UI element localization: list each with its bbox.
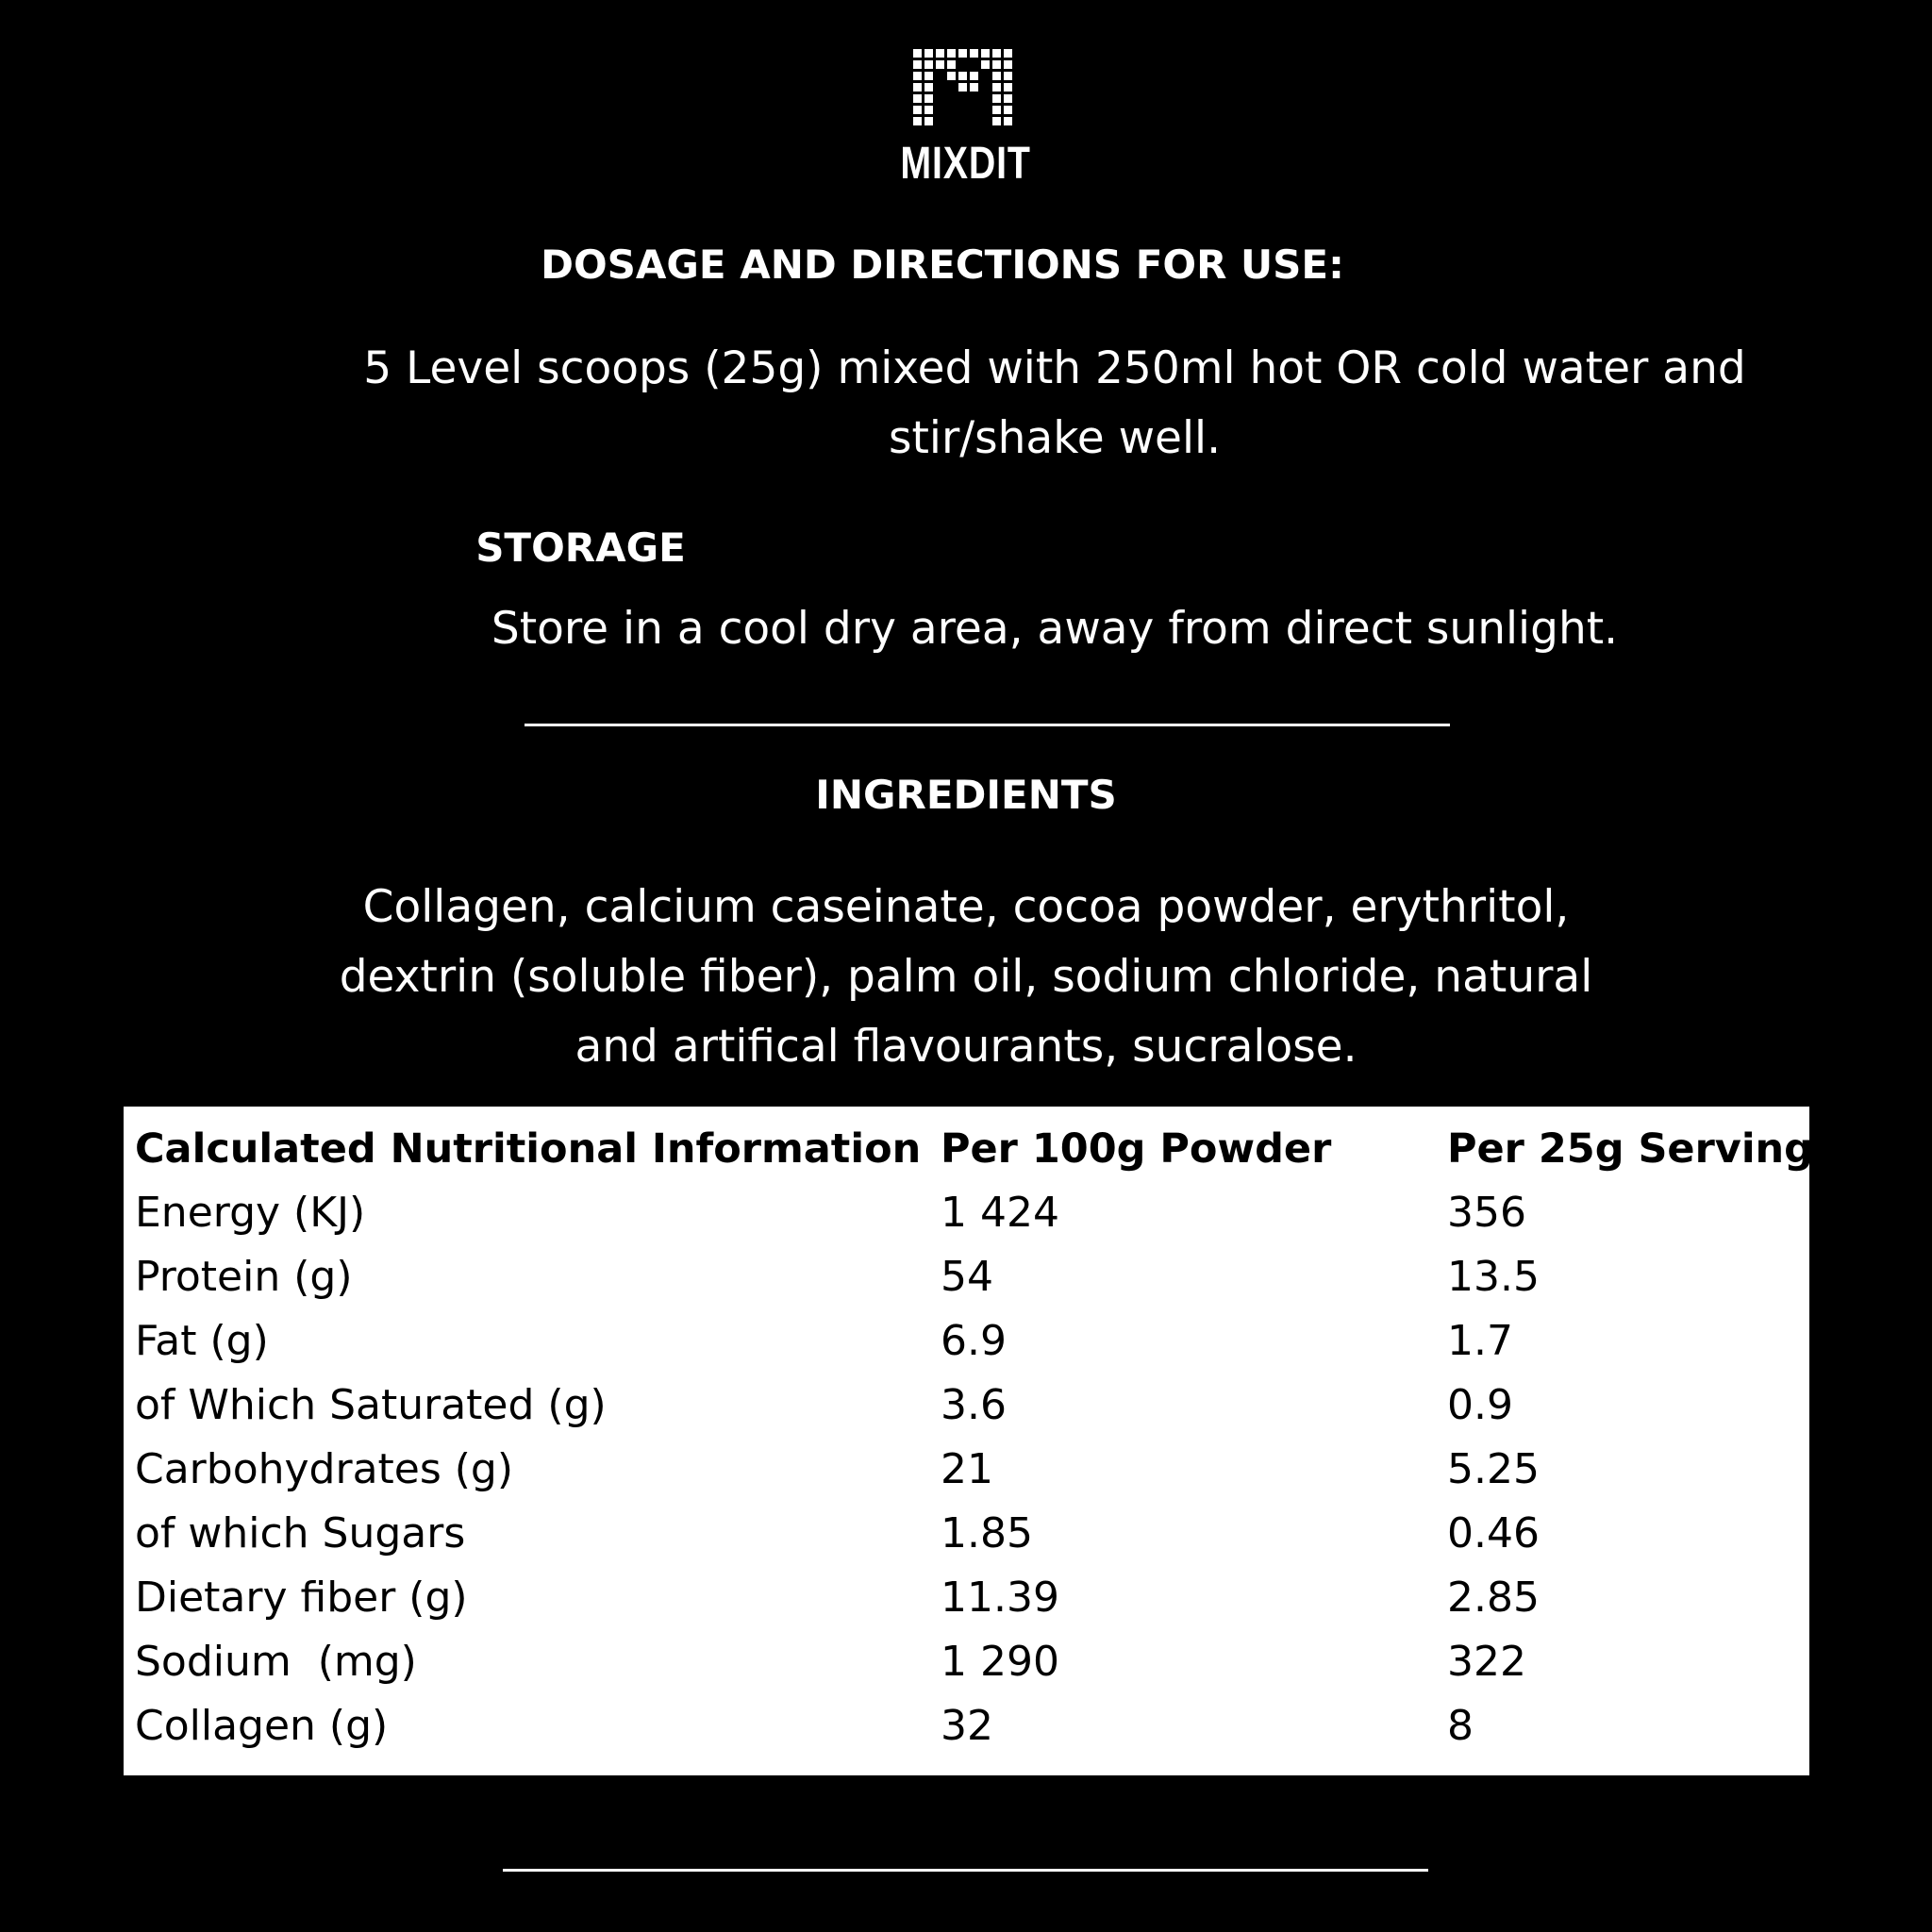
per-100g-value: 1 424 (941, 1189, 1059, 1237)
per-serving-value: 2.85 (1447, 1574, 1540, 1622)
per-100g-value: 6.9 (941, 1317, 1007, 1365)
nutrient-name: Fat (g) (135, 1317, 269, 1365)
per-100g-value: 11.39 (941, 1574, 1059, 1622)
nutrient-name: Energy (KJ) (135, 1189, 366, 1237)
per-100g-value: 32 (941, 1702, 993, 1750)
per-serving-value: 1.7 (1447, 1317, 1513, 1365)
per-100g-value: 1.85 (941, 1509, 1033, 1557)
dosage-heading: DOSAGE AND DIRECTIONS FOR USE: (541, 242, 1344, 288)
dosage-line-1: 5 Level scoops (25g) mixed with 250ml hot OR cold water and (363, 342, 1746, 394)
table-row (124, 1245, 1809, 1309)
table-row (124, 1181, 1809, 1245)
nutrient-name: Protein (g) (135, 1253, 353, 1301)
divider-top (525, 724, 1450, 726)
ingredients-line-3: and artifical flavourants, sucralose. (575, 1021, 1357, 1073)
table-row (124, 1309, 1809, 1374)
storage-heading: STORAGE (475, 525, 686, 571)
nutrient-name: Carbohydrates (g) (135, 1445, 514, 1493)
per-serving-value: 8 (1447, 1702, 1474, 1750)
per-serving-value: 5.25 (1447, 1445, 1540, 1493)
table-row (124, 1694, 1809, 1758)
table-row (124, 1502, 1809, 1566)
brand-wordmark: MIXDIT (900, 139, 1031, 189)
per-100g-value: 3.6 (941, 1381, 1007, 1429)
nutrition-header-row (124, 1117, 1813, 1181)
per-100g-value: 1 290 (941, 1638, 1059, 1686)
per-serving-value: 0.46 (1447, 1509, 1540, 1557)
table-row (124, 1438, 1809, 1502)
nutrient-name: of Which Saturated (g) (135, 1381, 607, 1429)
storage-text: Store in a cool dry area, away from direct sunlight. (491, 603, 1619, 655)
per-100g-value: 54 (941, 1253, 993, 1301)
ingredients-line-1: Collagen, calcium caseinate, cocoa powder, erythritol, (362, 881, 1570, 933)
per-serving-value: 0.9 (1447, 1381, 1513, 1429)
dot-matrix-m-icon (887, 47, 1038, 138)
nutrient-name: of which Sugars (135, 1509, 466, 1557)
nutrition-header-label: Calculated Nutritional Information (135, 1125, 922, 1173)
nutrition-table (124, 1107, 1813, 1775)
per-serving-value: 356 (1447, 1189, 1526, 1237)
brand-logo (887, 47, 1038, 189)
table-row (124, 1630, 1809, 1694)
nutrient-name: Collagen (g) (135, 1702, 389, 1750)
table-row (124, 1374, 1809, 1438)
nutrition-header-per100g: Per 100g Powder (941, 1125, 1332, 1173)
ingredients-heading: INGREDIENTS (815, 772, 1117, 818)
ingredients-line-2: dextrin (soluble fiber), palm oil, sodium chloride, natural (339, 951, 1593, 1003)
dosage-line-2: stir/shake well. (888, 412, 1222, 464)
per-serving-value: 13.5 (1447, 1253, 1540, 1301)
divider-bottom (503, 1869, 1428, 1872)
nutrient-name: Sodium (mg) (135, 1638, 417, 1686)
nutrient-name: Dietary fiber (g) (135, 1574, 468, 1622)
nutrition-header-per25g: Per 25g Serving (1447, 1125, 1813, 1173)
per-serving-value: 322 (1447, 1638, 1526, 1686)
per-100g-value: 21 (941, 1445, 993, 1493)
table-row (124, 1566, 1809, 1630)
